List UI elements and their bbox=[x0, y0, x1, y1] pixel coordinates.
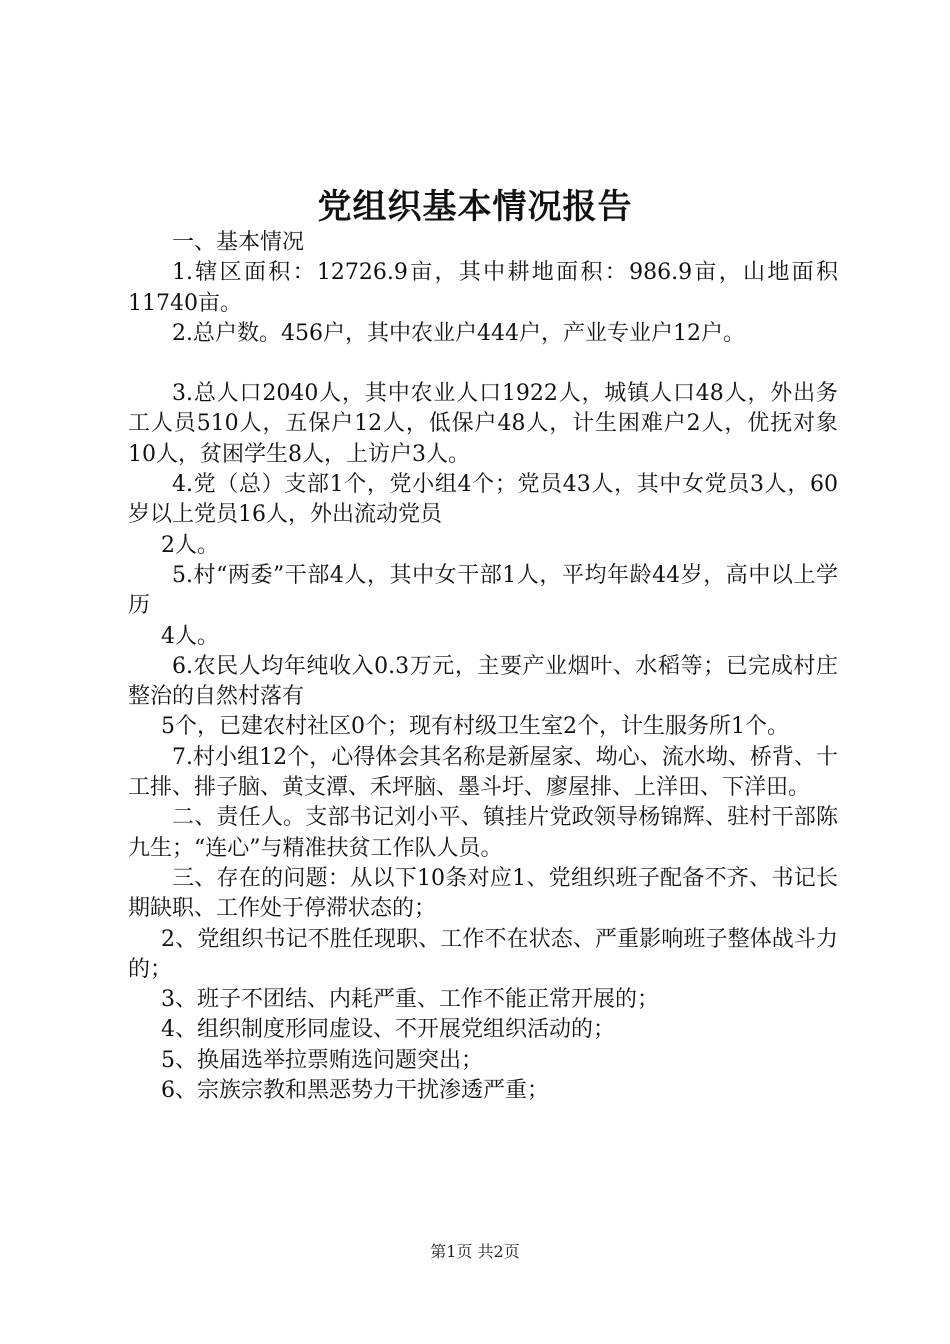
paragraph-income-cont: 5个，已建农村社区0个；现有村级卫生室2个，计生服务所1个。 bbox=[161, 714, 789, 740]
document-body bbox=[128, 228, 838, 1106]
paragraph-village-cadres-cont: 4人。 bbox=[161, 623, 219, 649]
paragraph-village-cadres: 5.村“两委”干部4人，其中女干部1人，平均年龄44岁，高中以上学历 bbox=[128, 562, 838, 619]
page-footer: 第1页 共2页 bbox=[430, 1242, 520, 1261]
section-heading-basic-info: 一、基本情况 bbox=[172, 230, 305, 255]
document-title: 党组织基本情况报告 bbox=[317, 187, 633, 227]
paragraph-village-groups: 7.村小组12个，心得体会其名称是新屋家、坳心、流水坳、桥背、十工排、排子脑、黄支潭、禾坪脑、墨斗圩、廖屋排、上洋田、下洋田。 bbox=[128, 744, 838, 801]
problem-item-3: 3、班子不团结、内耗严重、工作不能正常开展的； bbox=[161, 987, 659, 1013]
problem-item-6: 6、宗族宗教和黑恶势力干扰渗透严重； bbox=[161, 1078, 549, 1104]
problem-item-5: 5、换届选举拉票贿选问题突出； bbox=[161, 1047, 483, 1073]
problem-item-4: 4、组织制度形同虚设、不开展党组织活动的； bbox=[161, 1017, 615, 1043]
paragraph-party-branch-cont: 2人。 bbox=[161, 532, 219, 558]
paragraph-population: 3.总人口2040人，其中农业人口1922人，城镇人口48人，外出务工人员510人，五保户12人，低保户48人，计生困难户2人，优抚对象10人，贫困学生8人，上访户3人。 bbox=[128, 381, 838, 467]
paragraph-income: 6.农民人均年纯收入0.3万元，主要产业烟叶、水稻等；已完成村庄整治的自然村落有 bbox=[128, 653, 838, 710]
paragraph-households: 2.总户数。456户，其中农业户444户，产业专业户12户。 bbox=[172, 320, 745, 346]
problem-item-2: 2、党组织书记不胜任现职、工作不在状态、严重影响班子整体战斗力的； bbox=[128, 926, 838, 982]
section-responsible-persons: 二、责任人。支部书记刘小平、镇挂片党政领导杨锦辉、驻村干部陈九生；“连心”与精准扶贫工作队人员。 bbox=[128, 805, 838, 861]
paragraph-area: 1.辖区面积：12726.9亩，其中耕地面积：986.9亩，山地面积11740亩。 bbox=[128, 260, 838, 316]
section-existing-problems: 三、存在的问题：从以下10条对应1、党组织班子配备不齐、书记长期缺职、工作处于停滞状态的； bbox=[128, 865, 838, 922]
paragraph-party-branch: 4.党（总）支部1个，党小组4个；党员43人，其中女党员3人，60岁以上党员16人，外出流动党员 bbox=[128, 472, 838, 528]
